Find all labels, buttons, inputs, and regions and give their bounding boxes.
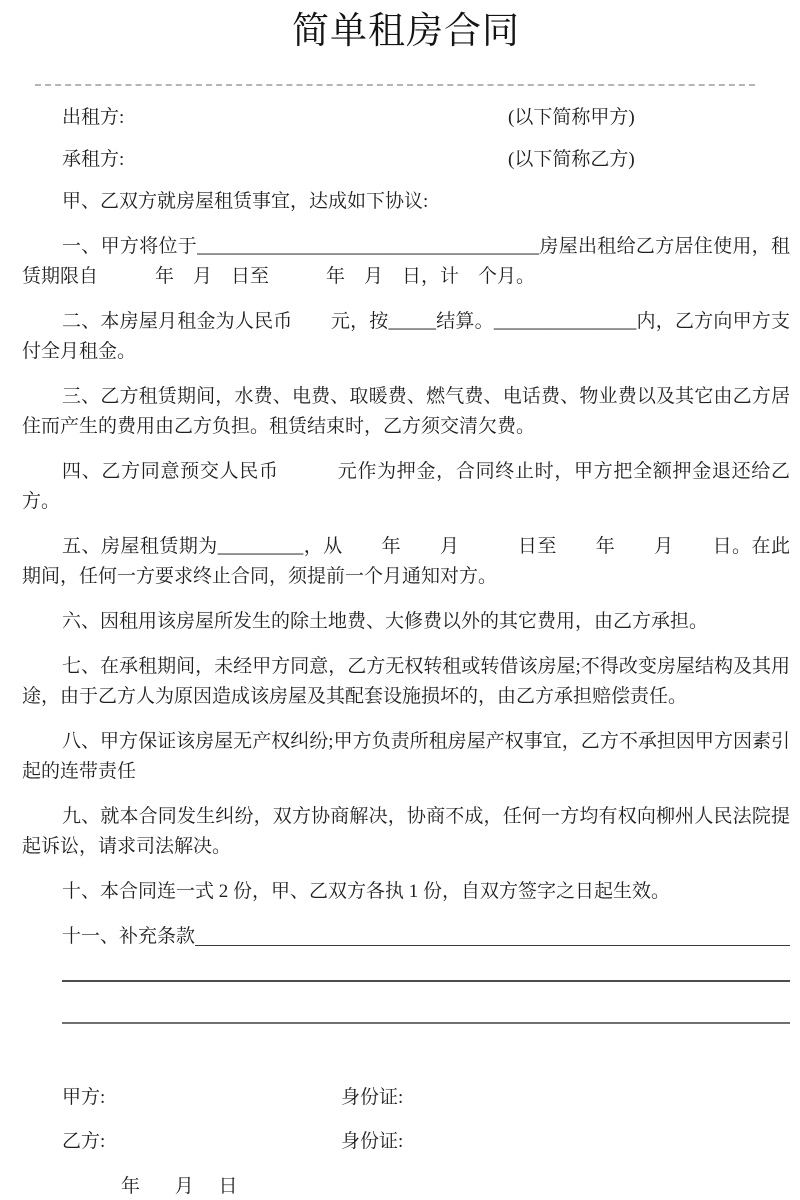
clause-2: 二、本房屋月租金为人民币 元，按_____结算。_______________内，乙方向甲方支付全月租金。 — [22, 311, 790, 362]
party-a-signature-row — [22, 1083, 790, 1113]
clause-1: 一、甲方将位于____________________________________房屋出租给乙方居住使用，租赁期限自 年 月 日至 年 月 日，计 个月。 — [22, 236, 790, 287]
lessee-row — [22, 145, 790, 175]
year-label: 年 — [121, 1176, 141, 1197]
clause-3: 三、乙方租赁期间，水费、电费、取暖费、燃气费、电话费、物业费以及其它由乙方居住而产生的费用由乙方负担。租赁结束时，乙方须交清欠费。 — [22, 386, 790, 437]
clause-9: 九、就本合同发生纠纷，双方协商解决，协商不成，任何一方均有权向柳州人民法院提起诉讼，请求司法解决。 — [22, 806, 790, 857]
party-b-label: 乙方: — [62, 1131, 106, 1152]
month-label: 月 — [174, 1176, 194, 1197]
lessor-row — [22, 103, 790, 133]
clause-8: 八、甲方保证该房屋无产权纠纷;甲方负责所租房屋产权事宜，乙方不承担因甲方因素引起的连带责任 — [22, 731, 790, 782]
lessor-label: 出租方: — [62, 107, 125, 128]
party-b-id-label: 身份证: — [341, 1131, 404, 1152]
lessee-label: 承租方: — [62, 149, 125, 170]
supplement-extra-line-2 — [62, 1022, 790, 1024]
page-title: 简单租房合同 — [292, 11, 520, 52]
dashed-divider — [35, 84, 755, 86]
clause-6: 六、因租用该房屋所发生的除土地费、大修费以外的其它费用，由乙方承担。 — [62, 611, 709, 632]
supplement-row — [22, 922, 790, 952]
clause-5: 五、房屋租赁期为_________，从 年 月 日至 年 月 日。在此期间，任何一方要求终止合同，须提前一个月通知对方。 — [22, 536, 790, 587]
lessor-alias: (以下简称甲方) — [508, 107, 635, 128]
date-row — [121, 1172, 790, 1200]
party-a-id-label: 身份证: — [341, 1087, 404, 1108]
supplement-blank-line — [195, 922, 790, 946]
clause-4: 四、乙方同意预交人民币 元作为押金，合同终止时，甲方把全额押金退还给乙方。 — [22, 461, 790, 512]
intro-text: 甲、乙双方就房屋租赁事宜，达成如下协议: — [62, 191, 429, 212]
supplement-extra-line-1 — [62, 980, 790, 982]
clause-7: 七、在承租期间，未经甲方同意，乙方无权转租或转借该房屋;不得改变房屋结构及其用途，由于乙方人为原因造成该房屋及其配套设施损坏的，由乙方承担赔偿责任。 — [22, 656, 790, 707]
party-a-label: 甲方: — [62, 1087, 106, 1108]
day-label: 日 — [218, 1176, 238, 1197]
party-b-signature-row — [22, 1127, 790, 1157]
clause-10: 十、本合同连一式 2 份，甲、乙双方各执 1 份，自双方签字之日起生效。 — [62, 881, 671, 902]
lessee-alias: (以下简称乙方) — [508, 149, 635, 170]
supplement-label: 十一、补充条款 — [62, 926, 196, 947]
